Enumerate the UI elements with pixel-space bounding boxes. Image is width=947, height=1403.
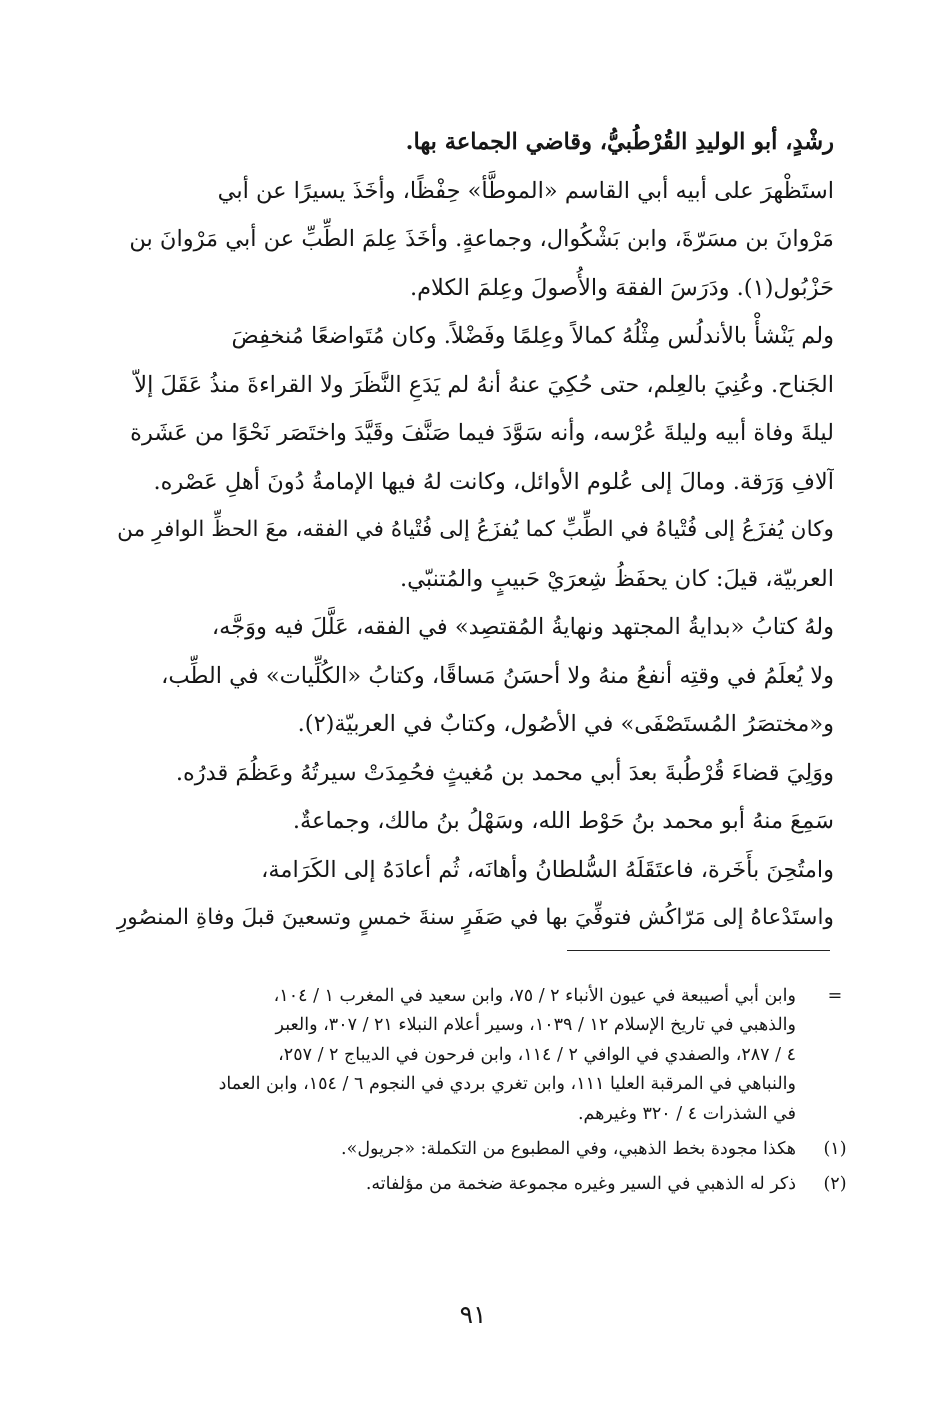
text-line: ووَلِيَ قضاءَ قُرْطُبةَ بعدَ أبي محمد بن مُغيثٍ فحُمِدَتْ سيرتُهُ وعَظُمَ قدرُه. <box>175 759 834 786</box>
text-line: و«مختصَرُ المُستَصْفَى» في الأصُول، وكتابٌ في العربيّة(٢). <box>297 711 834 737</box>
footnote-text: والذهبي في تاريخ الإسلام ١٢ / ١٠٣٩، وسير أعلام النبلاء ٢١ / ٣٠٧، والعبر <box>275 1015 796 1036</box>
footnote-text: ذكر له الذهبي في السير وغيره مجموعة ضخمة من مؤلفاته. <box>365 1174 796 1195</box>
text-line: آلافِ وَرَقة. ومالَ إلى عُلوم الأوائل، وكانت لهُ فيها الإمامةُ دُونَ أهلِ عَصْره. <box>153 468 834 495</box>
footnote-separator <box>567 950 830 951</box>
footnote-line <box>90 1070 850 1099</box>
footnote-line <box>90 1100 850 1129</box>
text-line: ولا يُعلَمُ في وقتِه أنفعُ منهُ ولا أحسَنُ مَساقًا، وكتابُ «الكُلِّيات» في الطِّب، <box>161 662 834 689</box>
text-line: استَظْهرَ على أبيه أبي القاسم «الموطَّأ» حِفْظًا، وأخَذَ يسيرًا عن أبي <box>217 177 834 204</box>
text-line: سَمِعَ منهُ أبو محمد بنُ حَوْط الله، وسَهْلُ بنُ مالك، وجماعةٌ. <box>292 808 834 834</box>
footnote-marker: (١) <box>823 1138 847 1159</box>
text-line: ليلةَ وفاة أبيه وليلةَ عُرْسه، وأنه سَوَّدَ فيما صَنَّفَ وقَيَّدَ واختَصَر نَحْوًا من عَشَرة <box>130 420 834 446</box>
text-line: حَزْبُول(١). ودَرَسَ الفقهَ والأُصولَ وعِلمَ الكلام. <box>409 274 834 301</box>
text-line: العربيّة، قيلَ: كان يحفَظُ شِعرَيْ حَبيبٍ والمُتنبّي. <box>399 565 834 592</box>
text-line: ولهُ كتابُ «بدايةُ المجتهد ونهايةُ المُقتصِد» في الفقه، عَلَّلَ فيه ووَجَّه، <box>211 614 834 640</box>
footnote-line <box>90 1135 850 1164</box>
footnote-line <box>90 1041 850 1070</box>
main-text <box>112 118 834 943</box>
footnote-text: والنباهي في المرقبة العليا ١١١، وابن تغري بردي في النجوم ٦ / ١٥٤، وابن العماد <box>218 1074 796 1095</box>
text-line: ولم يَنْشأْ بالأندلُس مِثْلُهُ كمالاً وعِلمًا وفَضْلاً. وكان مُتَواضعًا مُنخفِضَ <box>231 323 834 349</box>
footnote-text: ٤ / ٢٨٧، والصفدي في الوافي ٢ / ١١٤، وابن فرحون في الديباج ٢ / ٢٥٧، <box>278 1044 796 1065</box>
footnote-marker: = <box>827 986 843 1006</box>
text-line: وامتُحِنَ بأَخَرة، فاعتَقَلَهُ السُّلطانُ وأهانَه، ثُم أعادَهُ إلى الكَرَامة، <box>261 856 834 883</box>
text-line: وكان يُفزَعُ إلى فُتْياهُ في الطِّبِّ كما يُفزَعُ إلى فُتْياهُ في الفقه، معَ الحظِّ الوافرِ من <box>117 517 834 542</box>
text-line: مَرْوانَ بن مسَرّةَ، وابن بَشْكُوال، وجماعةٍ. وأخَذَ عِلمَ الطِّبِّ عن أبي مَرْوانَ بن <box>129 226 834 252</box>
footnote-text: في الشذرات ٤ / ٣٢٠ وغيرهم. <box>577 1103 796 1124</box>
footnote-line <box>90 982 850 1011</box>
text-line: واستَدْعاهُ إلى مَرّاكُش فتوفِّيَ بها في صَفَرٍ سنةَ خمسٍ وتسعينَ قبلَ وفاةِ المنصُورِ <box>116 905 834 930</box>
footnote-text: وابن أبي أصيبعة في عيون الأنباء ٢ / ٧٥، وابن سعيد في المغرب ١ / ١٠٤، <box>273 986 796 1006</box>
footnote-line <box>90 1170 850 1199</box>
text-line: رشْدٍ، أبو الوليدِ القُرْطُبيُّ، وقاضي الجماعة بها. <box>405 129 834 155</box>
footnote-marker: (٢) <box>823 1174 847 1195</box>
page-number: ٩١ <box>459 1300 487 1329</box>
text-line: الجَناح. وعُنِيَ بالعِلم، حتى حُكِيَ عنهُ أنهُ لم يَدَعِ النَّظَرَ ولا القراءةَ منذُ عَقَلَ إلاّ <box>134 371 834 398</box>
footnote-line <box>90 1011 850 1040</box>
footnotes <box>90 982 850 1200</box>
footnote-text: هكذا مجودة بخط الذهبي، وفي المطبوع من التكملة: «جريول». <box>341 1138 796 1159</box>
